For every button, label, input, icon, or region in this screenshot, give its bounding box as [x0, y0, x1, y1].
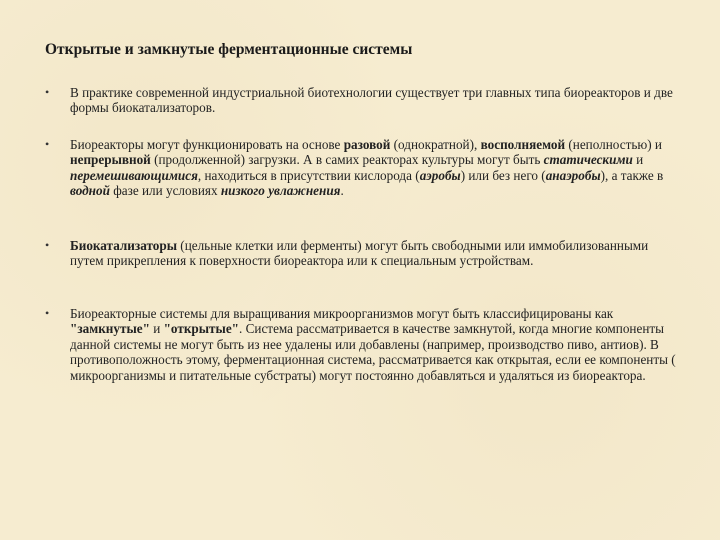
text-segment: .	[340, 183, 344, 199]
text-segment: Биокатализаторы	[70, 238, 177, 253]
text-segment: В практике современной индустриальной биотехнологии существует три главных типа биореакторов и две формы биокатализаторов.	[70, 85, 673, 116]
text-segment: (неполностью) и	[565, 137, 662, 152]
bullet-text	[70, 137, 685, 199]
bullet-marker: •	[45, 137, 50, 151]
text-segment: и	[632, 152, 644, 168]
text-segment: водной	[70, 183, 110, 199]
text-segment: "замкнутые"	[70, 321, 150, 337]
text-segment: ), а также в	[600, 167, 664, 183]
bullet-item	[45, 137, 685, 199]
bullet-item	[45, 306, 685, 383]
text-segment: (продолженной) загрузки. А в самих реакторах культуры могут быть	[150, 152, 544, 168]
text-segment: статическими	[543, 152, 633, 168]
bullet-marker: •	[45, 85, 50, 99]
text-segment: анаэробы	[545, 167, 601, 183]
text-segment: перемешивающимися	[70, 167, 198, 183]
text-segment: (цельные клетки или ферменты) могут быть свободными или иммобилизованными путем прикрепления к поверхности биореактора или к специальным устройствам.	[70, 238, 649, 269]
text-segment: восполняемой	[480, 137, 566, 152]
bullet-text	[70, 238, 685, 269]
slide-title: Открытые и замкнутые ферментационные системы	[45, 41, 413, 58]
text-segment: ) или без него (	[460, 167, 546, 183]
bullet-item	[45, 238, 685, 269]
text-segment: низкого увлажнения	[220, 183, 341, 199]
bullet-marker: •	[45, 238, 50, 252]
text-segment: "открытые"	[163, 321, 239, 337]
text-segment: . Система рассматривается в качестве замкнутой, когда многие компоненты данной системы не могут быть из нее удалены или добавлены (например, производство пиво, антиов). В противоположность этому, ферментационная система, рассматривается как открытая, если ее компоненты ( микроорганизмы и питательные субстраты) могут постоянно добавляться и удаляться из биореактора.	[70, 321, 676, 383]
text-segment: (однократной),	[390, 137, 481, 152]
bullet-marker: •	[45, 306, 50, 320]
text-segment: аэробы	[419, 167, 461, 183]
bullet-text	[70, 85, 685, 116]
bullet-item	[45, 85, 685, 116]
text-segment: , находиться в присутствии кислорода (	[197, 167, 420, 183]
text-segment: Биореакторные системы для выращивания микроорганизмов могут быть классифицированы как	[70, 306, 614, 321]
text-segment: непрерывной	[70, 152, 151, 168]
text-segment: фазе или условиях	[109, 183, 221, 199]
text-segment: разовой	[343, 137, 391, 152]
text-segment: и	[149, 321, 164, 337]
bullet-text	[70, 306, 685, 383]
text-segment: Биореакторы могут функционировать на основе	[70, 137, 344, 152]
